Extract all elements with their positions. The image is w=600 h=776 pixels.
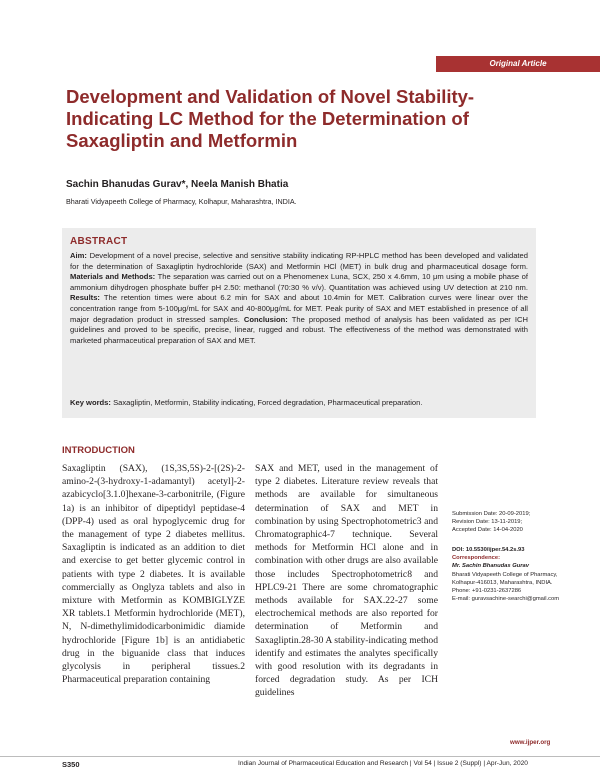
- conclusion-text: The proposed method of analysis has been validated as per ICH guidelines and proved to be specific, precise, linear, rugged and robust. The effectiveness of the method was demonstrated with marketed pharmaceutical preparation of SAX and MET.: [70, 314, 528, 345]
- correspondent-email: E-mail: guravsachine-searchi@gmail.com: [452, 596, 560, 603]
- introduction-heading: INTRODUCTION: [62, 445, 135, 456]
- revision-date: Revision Date: 13-11-2019;: [452, 519, 523, 526]
- intro-column-1: Saxagliptin (SAX), (1S,3S,5S)-2-[(2S)-2-amino-2-(3-hydroxy-1-adamantyl) acetyl]-2-azabicyclo[3.1.0]hexane-3-carbonitrile, (Figure 1a) is an inhibitor of dipeptidyl peptidase-4 (DPP-4) used as oral hypoglycemic drug for the management of type 2 diabetes mellitus. Saxagliptin is indicated as an addition to diet and exercise to get better glycemic control in patients with type 2 diabetes. It is available commercially as Onglyza tablets and also in mixture with Metformin as KOMBIGLYZE XR tablets.1 Metformin hydrochloride (MET), N, N-dimethylimidodicarbonimidic diamide hydrochloride [Figure 1b] is an antidiabetic drug in the biguanide class that induces glycolysis in peripheral tissues.2 Pharmaceutical preparation containing: [62, 463, 245, 686]
- keywords: [70, 398, 530, 409]
- correspondent-phone: Phone: +91-0231-2637286: [452, 588, 522, 595]
- abstract-heading: ABSTRACT: [70, 236, 128, 247]
- aim-label: Aim:: [70, 251, 87, 260]
- affiliation: Bharati Vidyapeeth College of Pharmacy, Kolhapur, Maharashtra, INDIA.: [66, 197, 297, 206]
- keywords-label: Key words:: [70, 398, 111, 407]
- paper-title: Development and Validation of Novel Stability-Indicating LC Method for the Determination of Saxagliptin and Metformin: [66, 86, 475, 151]
- page-number: S350: [62, 760, 80, 769]
- authors: Sachin Bhanudas Gurav*, Neela Manish Bhatia: [66, 179, 289, 190]
- intro-column-2: SAX and MET, used in the management of type 2 diabetes. Literature review reveals that methods are available for simultaneous determination of SAX and MET in combination by using Spectrophotometric3 and Chromatographic4-7 technique. Several methods for Metformin HCl alone and in combination with other drugs are also available those includes Spectrophotometric8 and HPLC9-21 There are some chromatographic methods available for SAX.22-27 some electrochemical methods are also reported for determination of Metformin and Saxagliptin.28-30 A stability-indicating method identify and estimates the analytes specifically with good resolution with its degradants in forced degradation study. As per ICH guidelines: [255, 463, 438, 699]
- doi: DOI: 10.5530/ijper.54.2s.93: [452, 547, 525, 553]
- correspondent-name: Mr. Sachin Bhanudas Gurav: [452, 563, 529, 570]
- journal-citation: Indian Journal of Pharmaceutical Education and Research | Vol 54 | Issue 2 (Suppl) | Apr-Jun, 2020: [238, 760, 528, 767]
- abstract-body: [70, 251, 528, 346]
- accepted-date: Accepted Date: 14-04-2020: [452, 527, 523, 534]
- methods-text: The separation was carried out on a Phenomenex Luna, SCX, 250 x 4.6mm, 10 μm using a mobile phase of ammonium dihydrogen phosphate buffer pH 2.50: methanol (70:30 % v/v). Quantitation was achieved using UV detection at 210 nm.: [70, 272, 528, 292]
- sidebar-dates: [452, 510, 562, 535]
- results-text: The retention times were about 6.2 min for SAX and about 10.4min for MET. Calibration curves were linear over the concentration range from 5-100μg/mL for SAX and 40-800μg/mL for MET. Peak purity of SAX and MET established in presence of all major degradation product in stressed samples.: [70, 293, 528, 324]
- aim-text: Development of a novel precise, selective and sensitive stability indicating RP-HPLC method has been developed and validated for the determination of Saxagliptin hydrochloride (SAX) and Metformin HCl (MET) in bulk drug and pharmaceutical dosage form.: [70, 251, 528, 271]
- keywords-text: Saxagliptin, Metformin, Stability indicating, Forced degradation, Pharmaceutical preparation.: [113, 398, 423, 407]
- sidebar-correspondence: [452, 546, 562, 603]
- submission-date: Submission Date: 20-09-2019;: [452, 511, 531, 517]
- footer-rule: [0, 756, 600, 757]
- correspondent-address: Bharati Vidyapeeth College of Pharmacy, Kolhapur-416013, Maharashtra, INDIA.: [452, 571, 558, 586]
- results-label: Results:: [70, 293, 100, 303]
- conclusion-label: Conclusion:: [243, 314, 288, 324]
- correspondence-heading: Correspondence:: [452, 555, 500, 562]
- article-type-banner: Original Article: [436, 56, 600, 72]
- methods-label: Materials and Methods:: [70, 272, 156, 282]
- journal-url[interactable]: www.ijper.org: [510, 739, 551, 746]
